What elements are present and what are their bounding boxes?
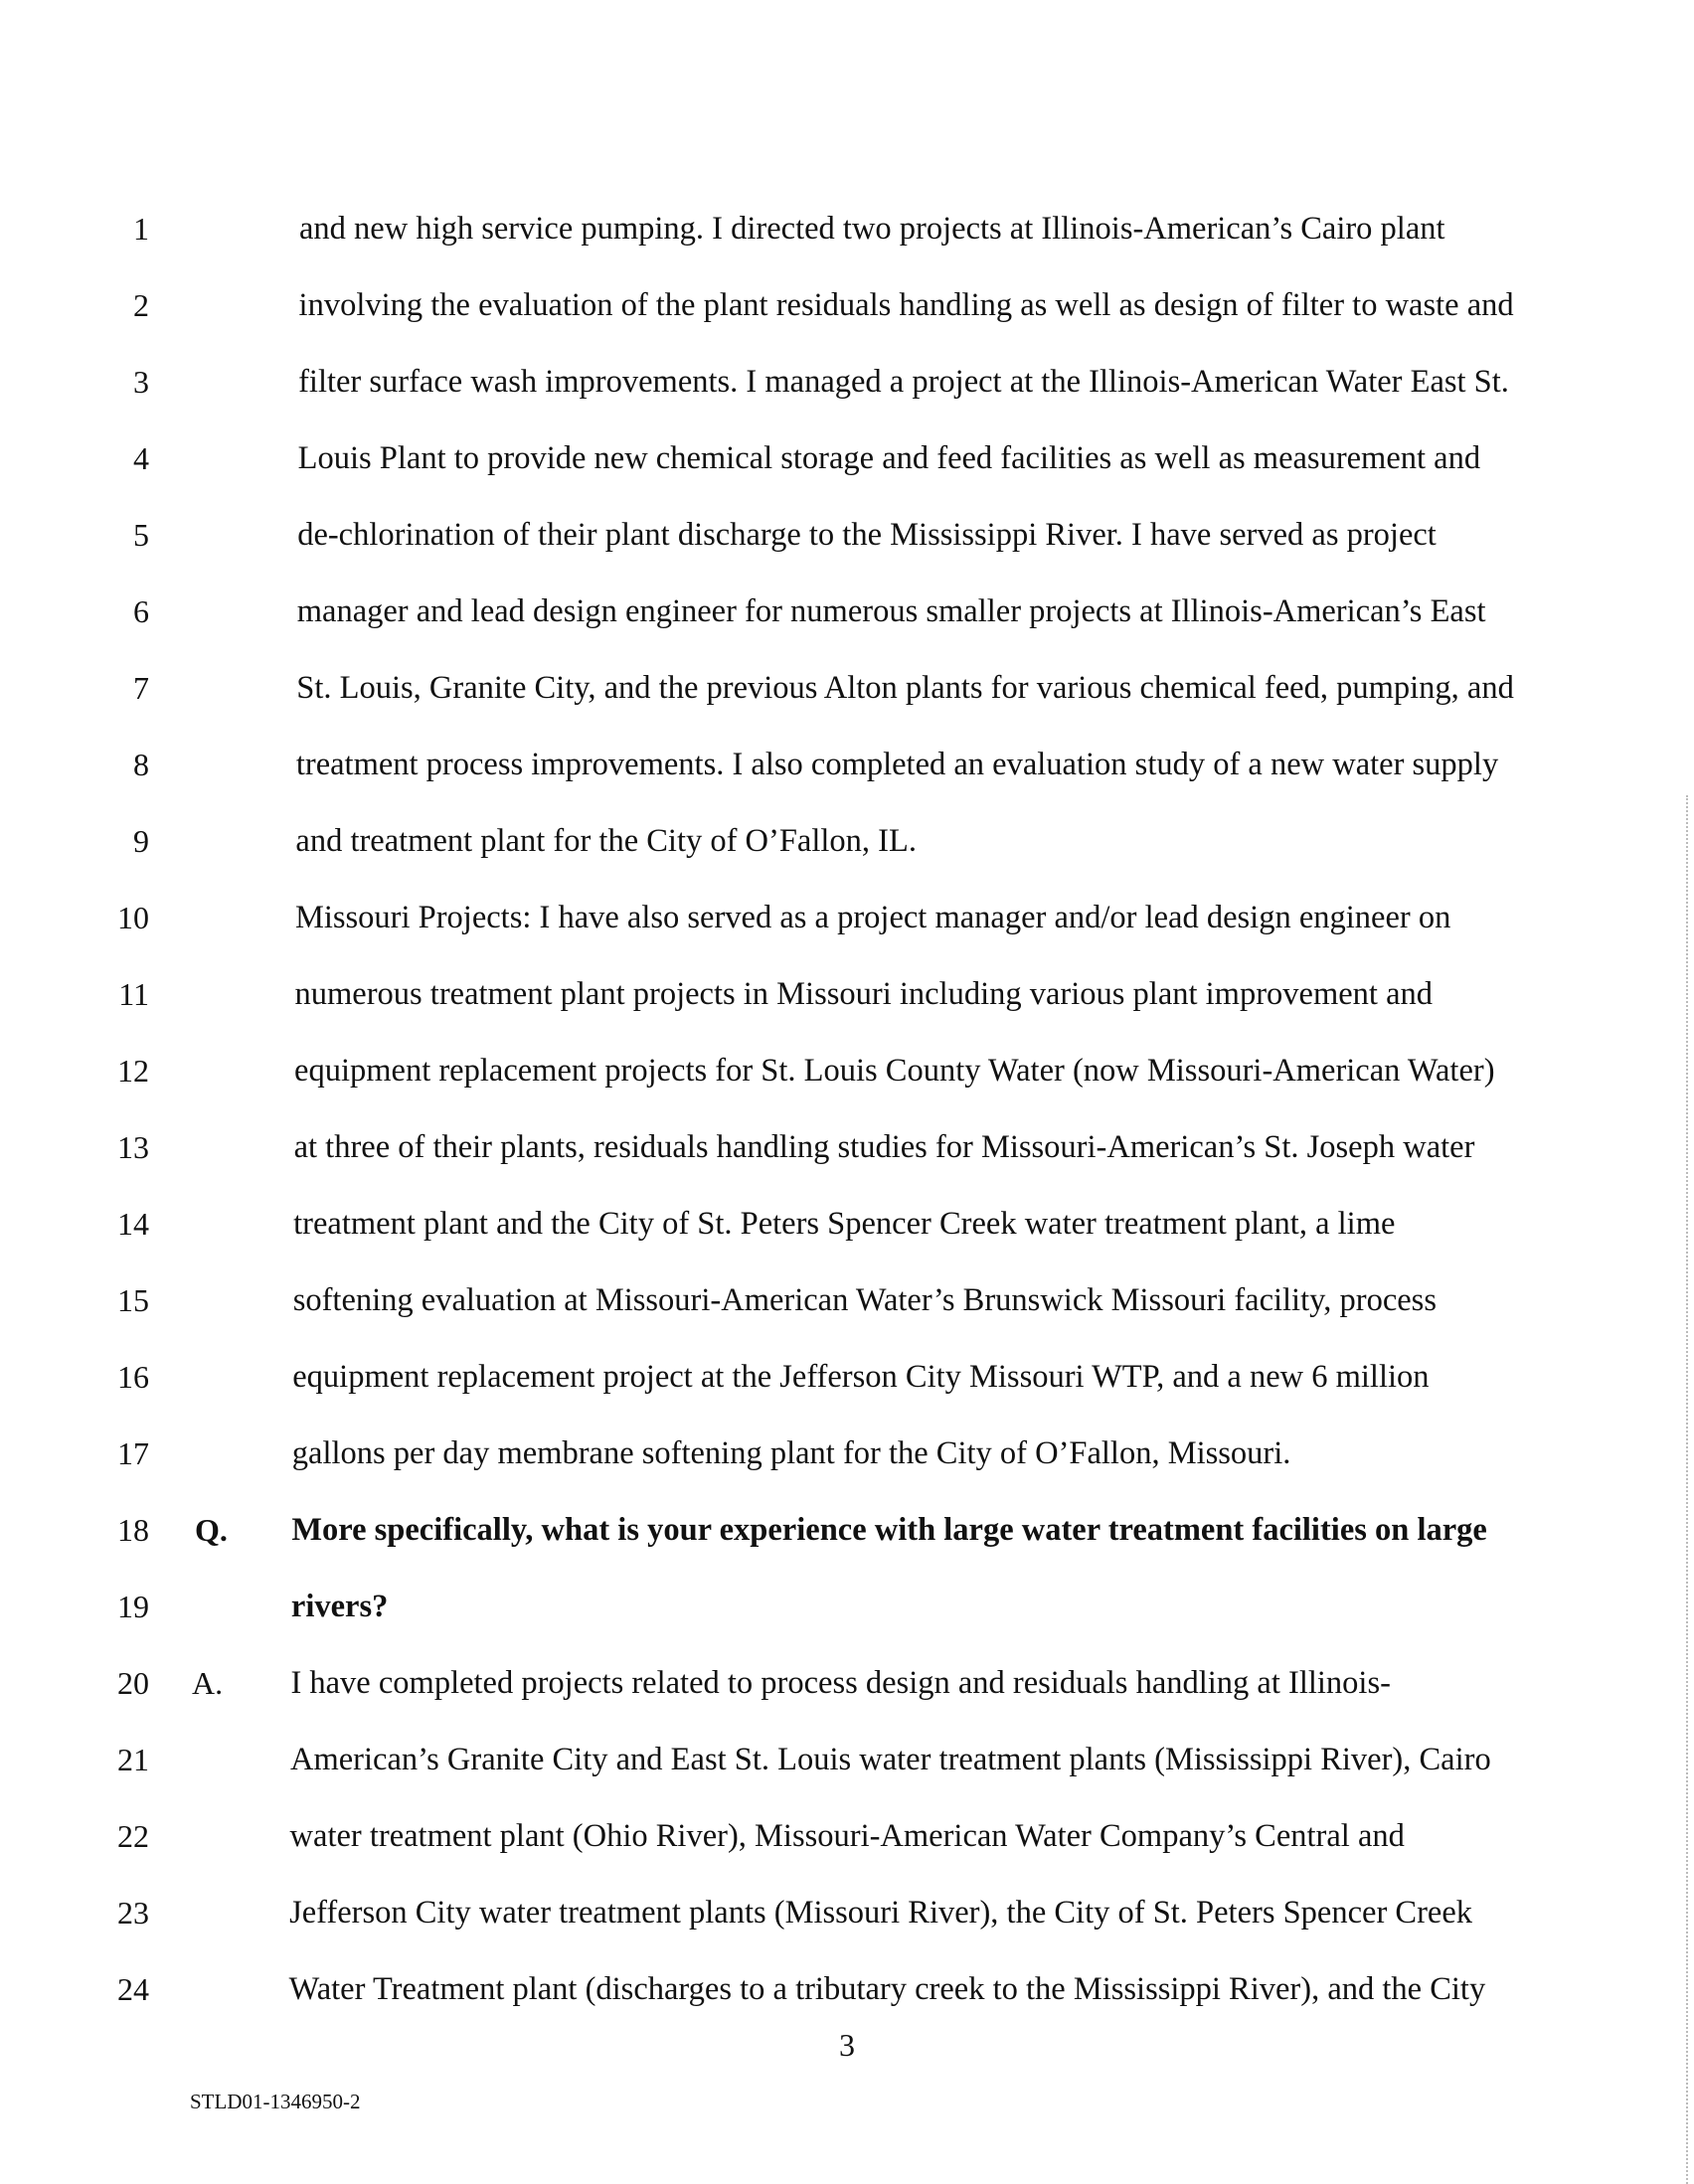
scan-edge-divider [1686, 795, 1688, 2184]
line-number: 4 [133, 440, 149, 476]
question-text-line: More specifically, what is your experience with large water treatment facilities on large [291, 1512, 1487, 1548]
question-marker: Q. [195, 1512, 228, 1548]
question-text-line: rivers? [290, 1589, 389, 1624]
body-text-line: treatment plant and the City of St. Peters Spencer Creek water treatment plant, a lime [293, 1206, 1396, 1242]
line-number: 14 [117, 1206, 149, 1242]
line-number: 10 [117, 900, 149, 935]
line-number: 6 [133, 593, 149, 629]
body-text-line: I have completed projects related to process design and residuals handling at Illinois- [290, 1665, 1391, 1701]
body-text-line: numerous treatment plant projects in Missouri including various plant improvement and [294, 976, 1433, 1012]
body-text-line: de-chlorination of their plant discharge to the Mississippi River. I have served as project [297, 517, 1437, 553]
body-text-line: water treatment plant (Ohio River), Missouri-American Water Company’s Central and [289, 1818, 1405, 1854]
body-text-line: at three of their plants, residuals handling studies for Missouri-American’s St. Joseph water [293, 1129, 1475, 1165]
line-number: 2 [133, 287, 149, 323]
line-number: 8 [133, 747, 149, 782]
body-text-line: softening evaluation at Missouri-American Water’s Brunswick Missouri facility, process [292, 1282, 1437, 1318]
line-number: 22 [117, 1818, 149, 1854]
line-number: 20 [117, 1665, 149, 1701]
line-number: 3 [133, 364, 149, 400]
line-number: 1 [133, 211, 149, 247]
line-number: 15 [117, 1282, 149, 1318]
answer-marker: A. [192, 1665, 224, 1701]
line-number: 9 [133, 823, 149, 859]
body-text-line: equipment replacement projects for St. Louis County Water (now Missouri-American Water) [294, 1053, 1495, 1089]
body-text-line: St. Louis, Granite City, and the previous Alton plants for various chemical feed, pumping, and [296, 670, 1514, 706]
line-number: 19 [117, 1589, 149, 1624]
body-text-line: filter surface wash improvements. I managed a project at the Illinois-American Water East St. [298, 364, 1509, 400]
line-number: 7 [133, 670, 149, 706]
body-text-line: Water Treatment plant (discharges to a tributary creek to the Mississippi River), and the City [288, 1971, 1486, 2007]
line-number: 18 [117, 1512, 149, 1548]
body-text-line: Louis Plant to provide new chemical storage and feed facilities as well as measurement and [297, 440, 1481, 476]
body-text-line: Missouri Projects: I have also served as a project manager and/or lead design engineer on [294, 900, 1451, 935]
line-number: 16 [117, 1359, 149, 1395]
body-text-line: treatment process improvements. I also completed an evaluation study of a new water supply [295, 747, 1499, 782]
page-number: 3 [839, 2027, 855, 2063]
body-text-line: involving the evaluation of the plant residuals handling as well as design of filter to waste and [298, 287, 1514, 323]
body-text-line: gallons per day membrane softening plant for the City of O’Fallon, Missouri. [291, 1435, 1291, 1471]
line-number: 21 [117, 1742, 149, 1777]
body-text-line: and treatment plant for the City of O’Fallon, IL. [295, 823, 917, 859]
line-number: 17 [117, 1435, 149, 1471]
line-number: 5 [133, 517, 149, 553]
body-text-line: equipment replacement project at the Jefferson City Missouri WTP, and a new 6 million [292, 1359, 1430, 1395]
line-number: 11 [118, 976, 149, 1012]
line-number: 12 [117, 1053, 149, 1089]
body-text-line: American’s Granite City and East St. Louis water treatment plants (Mississippi River), Cairo [290, 1742, 1491, 1777]
line-number: 13 [117, 1129, 149, 1165]
line-number: 23 [117, 1895, 149, 1931]
body-text-line: and new high service pumping. I directed two projects at Illinois-American’s Cairo plant [299, 211, 1445, 247]
body-text-line: Jefferson City water treatment plants (Missouri River), the City of St. Peters Spencer Creek [289, 1895, 1472, 1931]
line-number: 24 [117, 1971, 149, 2007]
document-id-footer: STLD01-1346950-2 [190, 2090, 361, 2113]
body-text-line: manager and lead design engineer for numerous smaller projects at Illinois-American’s East [296, 593, 1486, 629]
